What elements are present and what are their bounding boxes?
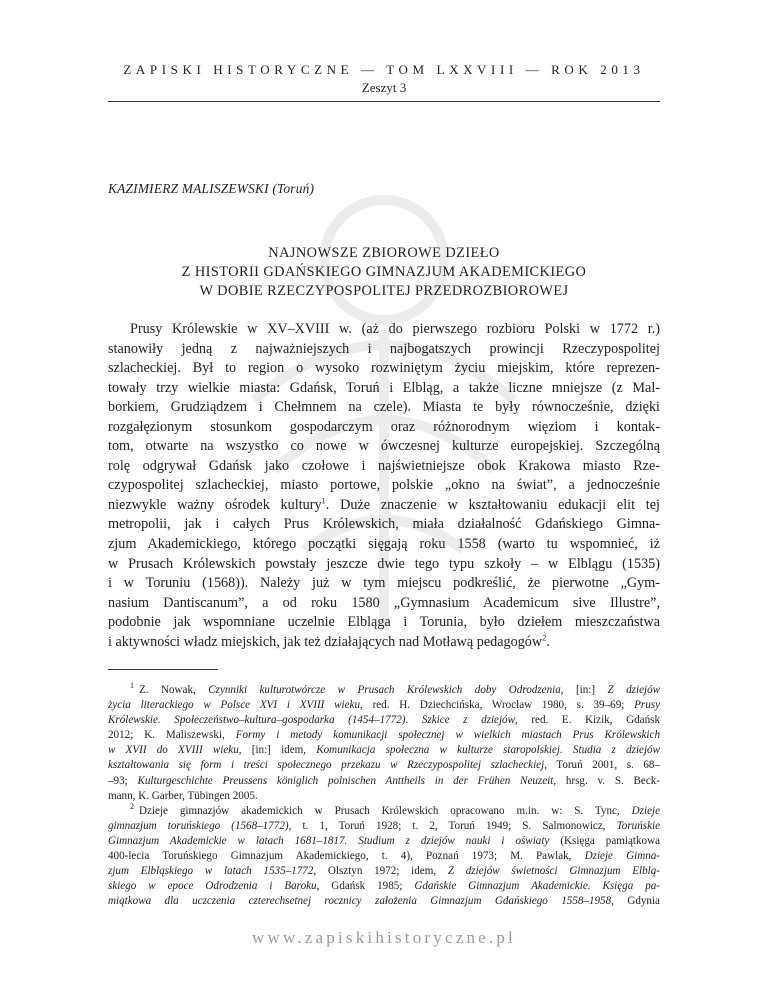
footnote-2-line — [108, 879, 660, 894]
fn-title: Czynniki kulturotwórcze w Prusach Królewskich doby Odrodzenia — [208, 684, 561, 696]
fn-text: –93; — [108, 774, 138, 787]
fn-title: Formy i metody komunikacji społecznej w wielkich miastach Prus Królewskich — [235, 729, 660, 742]
fn-title: Komunikacja społeczna w kulturze staropolskiej. Studia z dziejów — [316, 744, 660, 757]
body-line: i w Toruniu (1568)). Należy już w tym miejscu podkreślić, że pierwotne „Gym- — [108, 575, 660, 592]
fn-title: w XVII do XVIII wieku — [108, 744, 239, 757]
footnote-1-line — [108, 774, 660, 789]
fn-text: , red. E. Kizik, Gdańsk — [514, 714, 660, 727]
body-text: . — [546, 633, 550, 650]
issue-number: Zeszyt 3 — [361, 80, 407, 95]
body-line: czypospolitej szlacheckiej, miasto portowe, polskie „okno na świat”, a jednocześnie — [108, 477, 660, 494]
footnote-1-line — [108, 713, 660, 728]
body-line: podobnie jak wspomniane uczelnie Elbląga i Torunia, było dziełem mieszczaństwa — [108, 614, 660, 631]
fn-title: Z dziejów świetności Gimnazjum Elblą- — [447, 865, 660, 878]
fn-text: , Gdynia — [611, 895, 660, 908]
fn-title: Gimnazjum Akademickie w latach 1681–1817. Studium z dziejów nauki i oświaty — [108, 834, 550, 847]
footnote-1-line — [108, 789, 660, 804]
fn-title: Prusy — [634, 699, 660, 712]
body-line: metropolii, jak i całych Prus Królewskich, miała działalność Gdańskiego Gimna- — [108, 516, 660, 533]
title-line: W DOBIE RZECZYPOSPOLITEJ PRZEDROZBIOROWEJ — [199, 283, 569, 299]
fn-text: (Księga pamiątkowa — [549, 834, 660, 847]
fn-text: , Olsztyn 1972; idem, — [313, 865, 448, 878]
footnote-2-line — [108, 849, 660, 864]
footnote-1-line — [108, 683, 660, 698]
fn-title: Królewskie. Społeczeństwo–kultura–gospodarka (1454–1772). Szkice z dziejów — [108, 714, 515, 727]
fn-title: miątkowa dla uczczenia czterechsetnej rocznicy założenia Gimnazjum Gdańskiego 1558–1958 — [108, 895, 612, 908]
fn-title: Toruńskie — [616, 819, 660, 832]
fn-text: mann, K. Garber, Tübingen 2005. — [108, 789, 258, 802]
body-line: rozgałęzionym stosunkom gospodarczym oraz różnorodnym więziom i kontak- — [108, 418, 660, 435]
fn-text: 2012; K. Maliszewski, — [108, 729, 236, 742]
body-text: . Duże znaczenie w kształtowaniu edukacji elit tej — [325, 496, 660, 513]
body-line: w Prusach Królewskich powstały jeszcze dwie tego typu szkoły – w Elblągu (1535) — [108, 555, 660, 572]
footnote-2-number: 2 — [130, 802, 134, 812]
fn-text: , t. 1, Toruń 1928; t. 2, Toruń 1949; S. Salmonowicz, — [288, 819, 617, 832]
header-rule — [108, 101, 660, 102]
footnote-1-number: 1 — [130, 681, 134, 691]
article-title — [108, 244, 660, 301]
body-line: tom, otwarte na wszystko co nowe w ówczesnej kulturze europejskiej. Szczególną — [108, 438, 660, 455]
fn-text: 400-lecia Toruńskiego Gimnazjum Akademickiego, t. 4), Poznań 1973; M. Pawlak, — [108, 850, 585, 863]
footnote-ref-2[interactable]: 2 — [542, 632, 547, 643]
body-line: Prusy Królewskie w XV–XVIII w. (aż do pierwszego rozbioru Polski w 1772 r.) — [130, 321, 660, 337]
title-line: Z HISTORII GDAŃSKIEGO GIMNAZJUM AKADEMICKIEGO — [181, 264, 587, 280]
fn-title: kształtowania się form i treści społecznego przekazu w Rzeczypospolitej szlacheckiej — [108, 759, 545, 772]
fn-title: Gdańskie Gimnazjum Akademickie. Księga pa- — [414, 880, 660, 893]
footnote-1-line — [108, 698, 660, 713]
footnote-1-line — [108, 728, 660, 743]
body-line: towały trzy wielkie miasta: Gdańsk, Toruń i Elbląg, a także liczne mniejsze (z Mal- — [108, 379, 660, 396]
footnote-2-line — [108, 819, 660, 834]
body-line: zjum Akademickiego, którego początki sięgają roku 1558 (warto tu wspomnieć, iż — [108, 536, 660, 553]
fn-text: , [in:] — [560, 684, 608, 696]
article-author: KAZIMIERZ MALISZEWSKI (Toruń) — [108, 181, 315, 196]
body-line: rolę odgrywał Gdańsk jako czołowe i najświetniejsze obok Krakowa miasto Rze- — [108, 457, 660, 474]
running-header: ZAPISKI HISTORYCZNE — TOM LXXVIII — ROK 2013 — [123, 62, 645, 77]
body-line — [108, 496, 660, 516]
fn-text: , Toruń 2001, s. 68– — [544, 759, 660, 772]
body-line: borkiem, Grudziądzem i Chełmnem na czele). Miasta te były równocześnie, dzięki — [108, 399, 660, 416]
footnote-1-line — [108, 743, 660, 758]
footnote-2-line — [108, 864, 660, 879]
fn-text: , Gdańsk 1985; — [316, 880, 415, 893]
fn-title: zjum Elbląskiego w latach 1535–1772 — [108, 865, 314, 878]
footnote-1-line — [108, 758, 660, 773]
body-line: szlacheckiej. Był to region o wysoko rozwiniętym życiu miejskim, które reprezen- — [108, 360, 660, 377]
fn-title: Dzieje Gimna- — [584, 850, 661, 863]
journal-website-link[interactable]: www.zapiskihistoryczne.pl — [252, 928, 516, 947]
footnote-ref-1[interactable]: 1 — [321, 495, 326, 506]
article-body — [108, 320, 660, 652]
fn-text: Z. Nowak, — [139, 684, 209, 696]
footnote-rule — [108, 669, 218, 670]
body-line: nasium Dantiscanum”, a od roku 1580 „Gymnasium Academicum sive Illustre”, — [108, 594, 660, 611]
body-line — [108, 633, 660, 653]
body-text: i aktywności władz miejskich, jak też działających nad Motławą pedagogów — [108, 633, 543, 650]
footnotes — [108, 683, 660, 909]
fn-title: skiego w epoce Odrodzenia i Baroku — [108, 880, 317, 893]
fn-text: , [in:] idem, — [238, 744, 317, 757]
fn-title: Z dziejów — [607, 684, 661, 696]
fn-text: Dzieje gimnazjów akademickich w Prusach Królewskich opracowano m.in. w: S. Tync, — [139, 804, 632, 817]
fn-text: , hrsg. v. S. Beck- — [553, 774, 660, 787]
footnote-2-line — [108, 804, 660, 819]
body-line: stanowiły jedną z najważniejszych i najbogatszych prowincji Rzeczypospolitej — [108, 340, 660, 357]
fn-title: gimnazjum toruńskiego (1568–1772) — [108, 819, 289, 832]
fn-title: Dzieje — [631, 804, 660, 817]
fn-title: Kulturgeschichte Preussens königlich polnischen Anttheils in der Frühen Neuzeit — [137, 774, 554, 787]
title-line: NAJNOWSZE ZBIOROWE DZIEŁO — [268, 245, 500, 261]
fn-title: życia literackiego w Polsce XVI i XVIII wieku — [108, 699, 361, 712]
fn-text: , red. H. Dziechcińska, Wrocław 1980, s. 39–69; — [360, 699, 635, 712]
footnote-2-line — [108, 894, 660, 909]
footnote-2-line — [108, 834, 660, 849]
body-text: niezwykle ważny ośrodek kultury — [108, 496, 322, 513]
